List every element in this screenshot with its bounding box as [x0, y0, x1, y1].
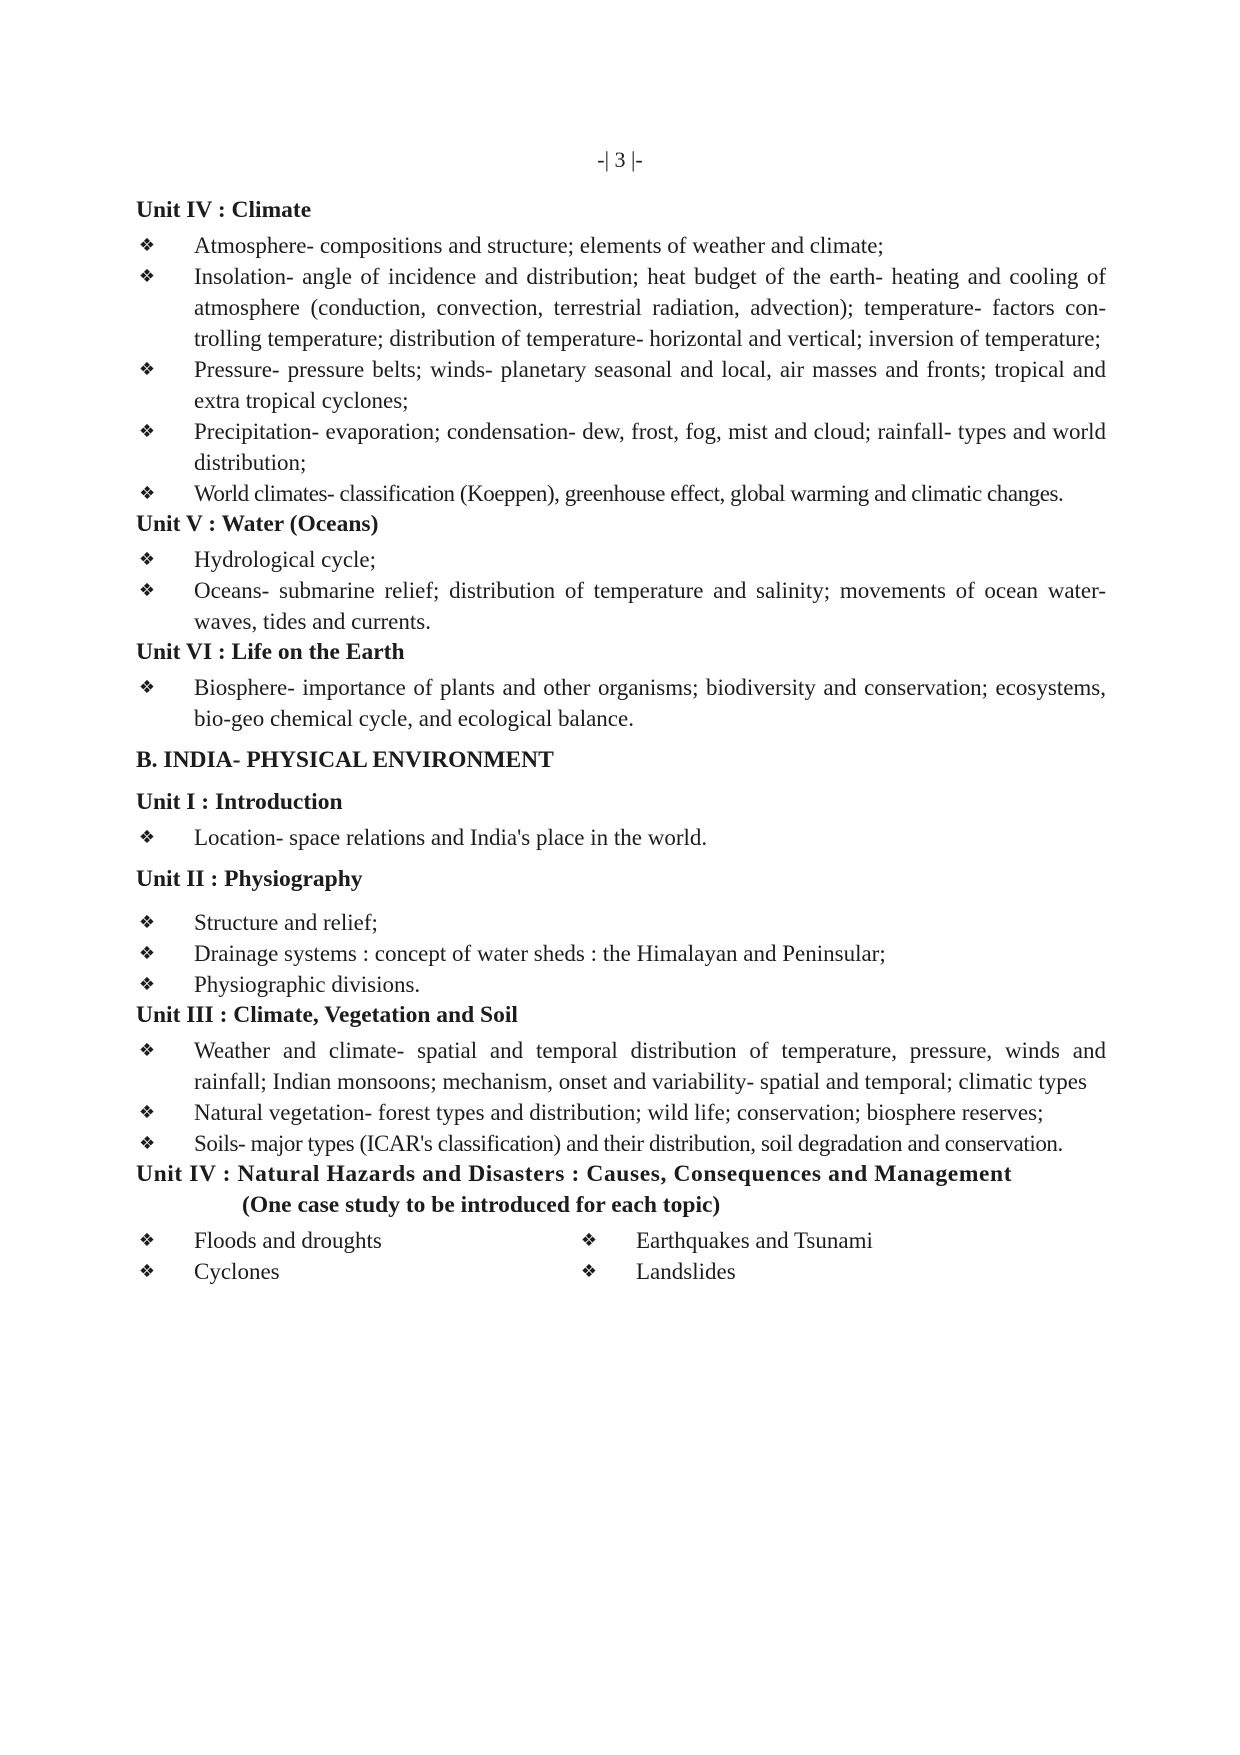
page-content: [136, 195, 1106, 1287]
list-item: ❖ Weather and climate- spatial and temporal distribution of temperature, pressure, winds and rainfall; Indian monsoons; mechanism, onset and variability- spatial and temporal; climatic types: [136, 1035, 1106, 1097]
bullet-icon: ❖: [138, 912, 156, 933]
bullet-icon: ❖: [138, 549, 156, 570]
unit-ii-physiography-list: [136, 907, 1106, 1000]
unit-iii-climate-heading: Unit III : Climate, Vegetation and Soil: [136, 1002, 518, 1028]
list-item: ❖ Pressure- pressure belts; winds- planetary seasonal and local, air masses and fronts; tropical and extra tropical cyclones;: [136, 354, 1106, 416]
unit-v-water-list: [136, 544, 1106, 637]
unit-vi-life-heading: Unit VI : Life on the Earth: [136, 639, 405, 665]
bullet-icon: ❖: [139, 1133, 155, 1154]
list-item: ❖ Atmosphere- compositions and structure; elements of weather and climate;: [136, 230, 1106, 261]
list-item: ❖ Soils- major types (ICAR's classification) and their distribution, soil degradation and conservation.: [136, 1128, 1106, 1159]
list-item: ❖ Hydrological cycle;: [136, 544, 1106, 575]
list-item: ❖ Location- space relations and India's place in the world.: [136, 822, 1106, 853]
bullet-icon: ❖: [138, 359, 156, 380]
unit-iv-climate-list: [136, 230, 1106, 509]
list-item: ❖ Biosphere- importance of plants and other organisms; biodiversity and conservation; ecosystems, bio-geo chemical cycle, and ecological balance.: [136, 672, 1106, 734]
bullet-icon: ❖: [138, 677, 156, 698]
unit-iv-climate-heading: Unit IV : Climate: [136, 197, 312, 223]
unit-i-introduction-heading: Unit I : Introduction: [136, 789, 343, 815]
unit-iv-hazards-subheading: (One case study to be introduced for each topic): [242, 1192, 721, 1218]
unit-v-water-heading: Unit V : Water (Oceans): [136, 511, 379, 537]
bullet-icon: ❖: [138, 974, 156, 995]
bullet-icon: ❖: [138, 421, 156, 442]
bullet-icon: ❖: [580, 1261, 598, 1282]
list-item: ❖ Cyclones: [136, 1256, 578, 1287]
bullet-icon: ❖: [138, 943, 156, 964]
section-b-heading: B. INDIA- PHYSICAL ENVIRONMENT: [136, 747, 554, 773]
unit-iii-climate-list: [136, 1035, 1106, 1159]
bullet-icon: ❖: [139, 483, 155, 504]
unit-iv-hazards-left-list: [136, 1225, 578, 1287]
list-item: ❖ Earthquakes and Tsunami: [578, 1225, 1020, 1256]
unit-i-introduction-list: [136, 822, 1106, 853]
bullet-icon: ❖: [138, 1230, 156, 1251]
unit-vi-life-list: [136, 672, 1106, 734]
page-number: -| 3 |-: [597, 147, 643, 172]
list-item: ❖ Structure and relief;: [136, 907, 1106, 938]
unit-iv-hazards-heading: Unit IV : Natural Hazards and Disasters : Causes, Consequences and Management: [136, 1161, 1013, 1187]
bullet-icon: ❖: [138, 1040, 156, 1061]
unit-iv-hazards-columns: [136, 1225, 1106, 1287]
unit-ii-physiography-heading: Unit II : Physiography: [136, 866, 363, 892]
bullet-icon: ❖: [138, 266, 156, 287]
list-item: ❖ Floods and droughts: [136, 1225, 578, 1256]
bullet-icon: ❖: [138, 580, 156, 601]
bullet-icon: ❖: [580, 1230, 598, 1251]
list-item: ❖ Precipitation- evaporation; condensation- dew, frost, fog, mist and cloud; rainfall- types and world distribution;: [136, 416, 1106, 478]
list-item: ❖ Natural vegetation- forest types and distribution; wild life; conservation; biosphere reserves;: [136, 1097, 1106, 1128]
list-item: ❖ Insolation- angle of incidence and distribution; heat budget of the earth- heating and cooling of atmosphere (conduction, convection, terrestrial radiation, advection); temperature- factors con-trolling temperature; distribution of temperature- horizontal and vertical; inversion of temperature;: [136, 261, 1106, 354]
unit-iv-hazards-right-list: [578, 1225, 1020, 1287]
list-item: ❖ Landslides: [578, 1256, 1020, 1287]
bullet-icon: ❖: [138, 1102, 156, 1123]
list-item: ❖ Oceans- submarine relief; distribution of temperature and salinity; movements of ocean water-waves, tides and currents.: [136, 575, 1106, 637]
bullet-icon: ❖: [138, 827, 156, 848]
list-item: ❖ World climates- classification (Koeppen), greenhouse effect, global warming and climatic changes.: [136, 478, 1106, 509]
list-item: ❖ Drainage systems : concept of water sheds : the Himalayan and Peninsular;: [136, 938, 1106, 969]
bullet-icon: ❖: [138, 1261, 156, 1282]
list-item: ❖ Physiographic divisions.: [136, 969, 1106, 1000]
bullet-icon: ❖: [138, 235, 156, 256]
